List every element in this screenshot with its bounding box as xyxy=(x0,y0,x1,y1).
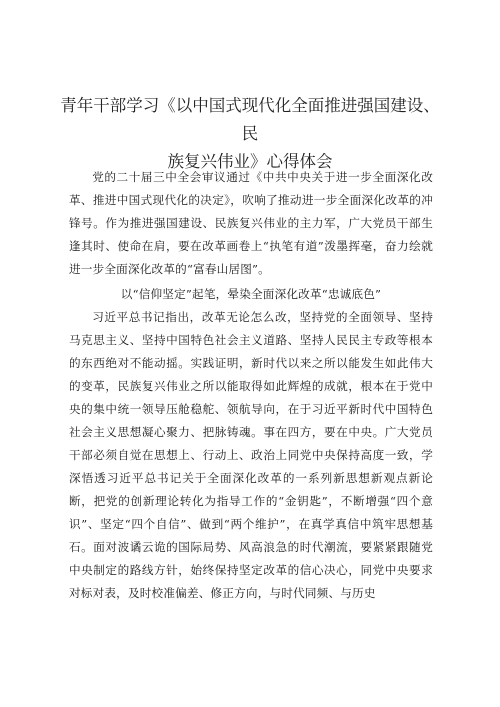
document-body xyxy=(69,166,433,605)
title-line-2: 族复兴伟业》心得体会 xyxy=(167,152,333,171)
title-line-1: 青年干部学习《以中国式现代化全面推进强国建设、民 xyxy=(60,96,440,143)
document-title xyxy=(60,92,440,176)
section-subheading: 以“信仰坚定”起笔，晕染全面深化改革“忠诚底色” xyxy=(120,287,382,301)
paragraph-section-1: 习近平总书记指出，改革无论怎么改，坚持党的全面领导、坚持马克思主义、坚持中国特色社会主义道路、坚持人民民主专政等根本的东西绝对不能动摇。实践证明，新时代以来之所以能发生如此伟大的变革，民族复兴伟业之所以能取得如此辉煌的成就，根本在于党中央的集中统一领导压舱稳舵、领航导向，在于习近平新时代中国特色社会主义思想凝心聚力、把脉铸魂。事在四方，要在中央。广大党员干部必须自觉在思想上、行动上、政治上同党中央保持高度一致，学深悟透习近平总书记关于全面深化改革的一系列新思想新观点新论断，把党的创新理论转化为指导工作的“金钥匙”，不断增强“四个意识”、坚定“四个自信”、做到“两个维护”，在真学真信中筑牢思想基石。面对波谲云诡的国际局势、风高浪急的时代潮流，要紧紧跟随党中央制定的路线方针，始终保持坚定改革的信心决心，同党中央要求对标对表，及时校准偏差、修正方向，与时代同频、与历史 xyxy=(69,310,433,600)
paragraph-intro: 党的二十届三中全会审议通过《中共中央关于进一步全面深化改革、推进中国式现代化的决定》，吹响了推动进一步全面深化改革的冲锋号。作为推进强国建设、民族复兴伟业的主力军，广大党员干部生逢其时、使命在肩，要在改革画卷上“执笔有道”泼墨挥毫，奋力绘就进一步全面深化改革的“富春山居图”。 xyxy=(69,170,433,276)
